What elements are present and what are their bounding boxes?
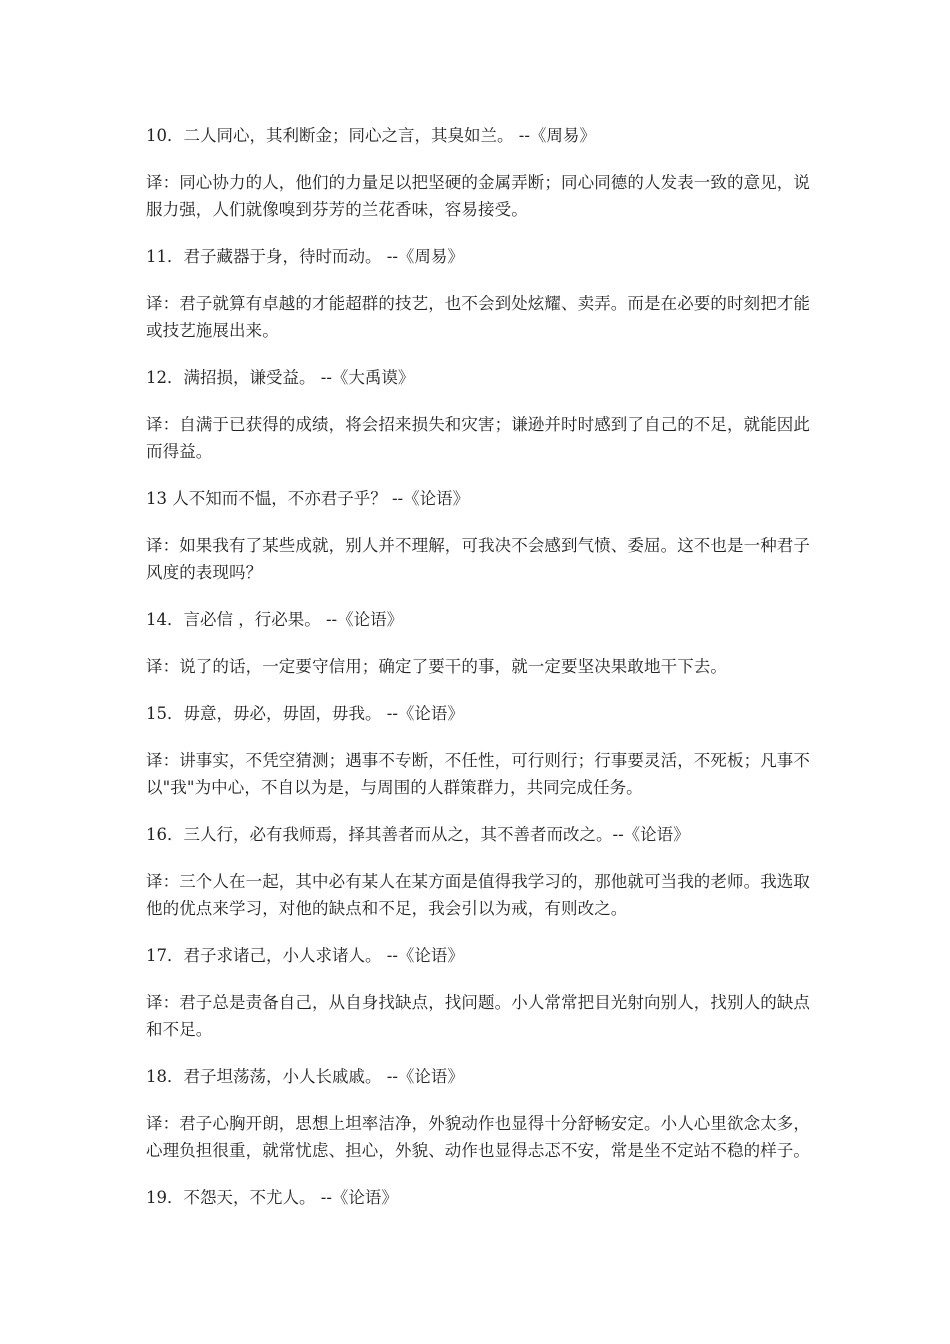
quote-13: 13 人不知而不愠，不亦君子乎？ --《论语》 [146,489,470,508]
quote-11: 11．君子藏器于身，待时而动。 --《周易》 [146,247,464,266]
quote-15: 15．毋意，毋必，毋固，毋我。 --《论语》 [146,704,464,723]
quote-19: 19．不怨天，不尤人。 --《论语》 [146,1188,398,1207]
translation-11: 译：君子就算有卓越的才能超群的技艺，也不会到处炫耀、卖弄。而是在必要的时刻把才能或技艺施展出来。 [146,294,810,340]
document-body [146,122,814,1211]
translation-12: 译：自满于已获得的成绩，将会招来损失和灾害；谦逊并时时感到了自己的不足，就能因此而得益。 [146,415,810,461]
quote-14: 14．言必信 ，行必果。 --《论语》 [146,610,404,629]
quote-18: 18．君子坦荡荡，小人长戚戚。 --《论语》 [146,1067,464,1086]
translation-14: 译：说了的话，一定要守信用；确定了要干的事，就一定要坚决果敢地干下去。 [146,657,727,676]
translation-16: 译：三个人在一起，其中必有某人在某方面是值得我学习的，那他就可当我的老师。我选取他的优点来学习，对他的缺点和不足，我会引以为戒，有则改之。 [146,872,810,918]
quote-17: 17．君子求诸己，小人求诸人。 --《论语》 [146,946,464,965]
quote-10: 10．二人同心，其利断金；同心之言，其臭如兰。 --《周易》 [146,126,596,145]
quote-12: 12．满招损，谦受益。 --《大禹谟》 [146,368,415,387]
quote-16: 16．三人行，必有我师焉，择其善者而从之，其不善者而改之。--《论语》 [146,825,690,844]
translation-13: 译：如果我有了某些成就，别人并不理解，可我决不会感到气愤、委屈。这不也是一种君子风度的表现吗？ [146,536,810,582]
translation-15: 译：讲事实，不凭空猜测；遇事不专断，不任性，可行则行；行事要灵活，不死板；凡事不以"我"为中心，不自以为是，与周围的人群策群力，共同完成任务。 [146,751,810,797]
translation-10: 译：同心协力的人，他们的力量足以把坚硬的金属弄断；同心同德的人发表一致的意见，说服力强，人们就像嗅到芬芳的兰花香味，容易接受。 [146,173,810,219]
translation-18: 译：君子心胸开朗，思想上坦率洁净，外貌动作也显得十分舒畅安定。小人心里欲念太多，心理负担很重，就常忧虑、担心，外貌、动作也显得忐忑不安，常是坐不定站不稳的样子。 [146,1114,810,1160]
translation-17: 译：君子总是责备自己，从自身找缺点，找问题。小人常常把目光射向别人，找别人的缺点和不足。 [146,993,810,1039]
